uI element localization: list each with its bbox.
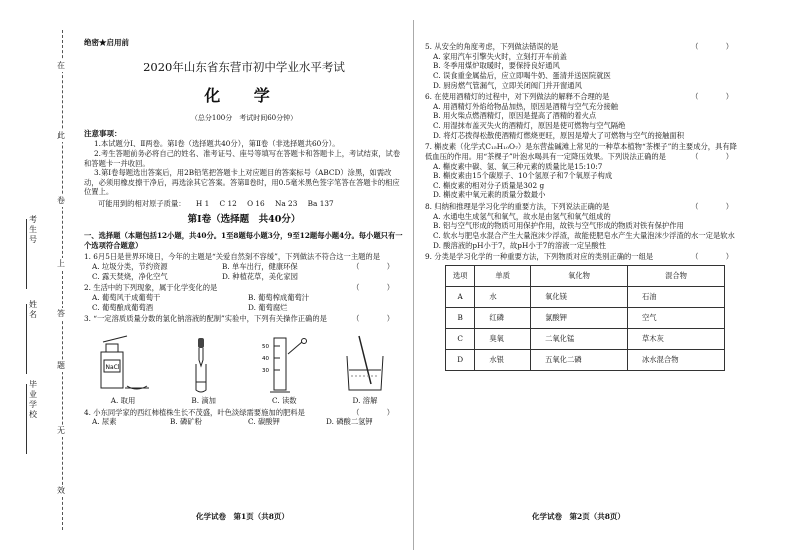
- option-c: C. 软水与肥皂水混合产生大量泡沫少浮渣，故能使肥皂水产生大量泡沫少浮渣的水一定是软水: [433, 230, 735, 240]
- table-cell: 石油: [628, 286, 725, 307]
- page-1: [84, 38, 404, 427]
- option-d: D. 葡萄腐烂: [248, 302, 288, 312]
- notice-item: 1.本试题分Ⅰ、Ⅱ两卷。第Ⅰ卷（选择题共40分），第Ⅱ卷（非选择题共60分）。: [94, 139, 340, 149]
- question-stem: 1. 6月5日是世界环境日，今年的主题是“关爱自然刻不容缓”，下列做法不符合这一主题的是: [84, 252, 381, 262]
- question-stem: 5. 从安全的角度考虑，下列做法错误的是: [425, 42, 559, 51]
- table-cell: 空气: [628, 307, 725, 328]
- table-header: 单质: [475, 265, 531, 286]
- option-a: A. 槲皮素中碳、氢、氧三种元素的质量比是15:10:7: [433, 161, 603, 171]
- margin-mark: 此: [57, 131, 65, 140]
- beaker-stirring-icon: [335, 334, 395, 396]
- margin-mark: 无: [57, 426, 65, 435]
- question-5: [425, 42, 743, 90]
- field-school: 毕业学校: [26, 380, 38, 454]
- answer-paren: （ ）: [352, 407, 404, 417]
- option-a: A. 家用汽车引擎失火时，立刻打开车前盖: [433, 51, 567, 61]
- question-7: [425, 142, 743, 200]
- option-c: C. 用湿抹布盖灭失火的酒精灯，原因是使可燃物与空气隔绝: [433, 121, 626, 130]
- figure-caption: C. 读数: [272, 396, 297, 406]
- figure-c: [249, 334, 319, 406]
- graduated-cylinder-icon: [254, 334, 314, 396]
- page-1-footer: 化学试卷 第1页（共8页）: [196, 512, 289, 521]
- scale-30: 30: [262, 368, 270, 375]
- table-header: 氧化物: [531, 265, 628, 286]
- part-title: 第Ⅰ卷（选择题 共40分）: [187, 213, 301, 225]
- atoms-label: 可能用到的相对原子质量：: [98, 199, 186, 209]
- cut-line: [62, 30, 63, 530]
- lab-figures: [84, 326, 404, 406]
- option-a: A. 用酒精灯外焰给物品加热，原因是酒精与空气充分接触: [433, 101, 619, 111]
- option-c: C. 碳酸钾: [248, 417, 280, 427]
- answer-paren: （ ）: [691, 92, 743, 102]
- exam-title: 2020年山东省东营市初中学业水平考试: [143, 59, 345, 74]
- table-cell: C: [446, 328, 475, 349]
- answer-paren: （ ）: [691, 202, 743, 211]
- margin-mark: 答: [57, 309, 65, 318]
- answer-paren: （ ）: [352, 262, 404, 272]
- question-9: [425, 252, 743, 371]
- table-cell: 水: [475, 286, 531, 307]
- answer-paren: （ ）: [352, 314, 404, 324]
- atomic-masses: [98, 199, 404, 209]
- score-info: （总分100分 考试时间60分钟）: [190, 114, 298, 123]
- table-cell: 水银: [475, 349, 531, 370]
- answer-paren: （ ）: [691, 151, 743, 161]
- option-b: B. 槲皮素由15个碳原子、10个氢原子和7个氧原子构成: [433, 171, 613, 181]
- table-cell: 氧化镁: [531, 286, 628, 307]
- margin-mark: 题: [57, 361, 65, 370]
- scale-40: 40: [262, 356, 270, 363]
- option-b: B. 冬季用煤炉取暖时，要保持良好通风: [433, 61, 560, 71]
- binding-margin: [0, 0, 74, 560]
- question-stem: 3. “一定溶质质量分数的氯化钠溶液的配制”实验中，下列有关操作正确的是: [84, 314, 327, 324]
- question-stem: 8. 归纳和推理是学习化学的重要方法，下列说法正确的是: [425, 202, 610, 211]
- reagent-bottle-icon: [93, 334, 153, 396]
- option-a: A. 葡萄风干成葡萄干: [92, 292, 161, 302]
- table-header-row: [446, 265, 725, 286]
- table-row: [446, 328, 725, 349]
- figure-caption: A. 取用: [110, 396, 136, 406]
- question-4: [84, 408, 404, 427]
- question-8: [425, 202, 743, 250]
- table-row: [446, 307, 725, 328]
- notice-title: 注意事项：: [84, 129, 122, 139]
- option-c: C. 误食重金属盐后，应立即喝牛奶、蛋清并送医院就医: [433, 70, 611, 80]
- page-divider: [413, 20, 414, 550]
- answer-paren: （ ）: [691, 42, 743, 51]
- option-d: D. 将灯芯拨得松散使酒精灯燃烧更旺，原因是增大了可燃物与空气的接触面积: [433, 130, 685, 140]
- question-stem: 7. 槲皮素（化学式C₁₅H₁₀O₇）是东营盐碱滩上常见的一种草本植物“茶棵子”的主要成分，具有降低血压的作用。用“茶棵子”叶泡水喝具有一定降压效果。下列说法正确的是: [425, 142, 737, 161]
- option-d: D. 磷酸二氢钾: [326, 417, 373, 427]
- subject-title: 化 学: [204, 86, 284, 106]
- page-2-footer: 化学试卷 第2页（共8页）: [532, 512, 625, 521]
- option-d: D. 槲皮素中氧元素的质量分数最小: [433, 190, 546, 200]
- answer-paren: （ ）: [352, 283, 404, 293]
- dropper-tube-icon: [174, 334, 234, 396]
- question-3: [84, 314, 404, 406]
- field-exam-number: 考生号: [26, 215, 38, 289]
- question-stem: 2. 生活中的下列现象，属于化学变化的是: [84, 283, 218, 293]
- table-cell: A: [446, 286, 475, 307]
- option-b: B. 用火柴点燃酒精灯，原因是提高了酒精的着火点: [433, 111, 597, 121]
- table-row: [446, 349, 725, 370]
- question-6: [425, 92, 743, 140]
- question-stem: 9. 分类是学习化学的一种重要方法，下列物质对应的类别正确的一组是: [425, 252, 654, 262]
- option-b: B. 磷矿粉: [170, 417, 202, 427]
- classification-table: [445, 265, 725, 371]
- figure-a: [88, 334, 158, 406]
- bottle-label: NaCl: [105, 364, 120, 372]
- section-heading: 一、选择题（本题包括12小题，共40分。1至8题每小题3分，9至12题每小题4分。每小题只有一个选项符合题意）: [84, 231, 403, 250]
- figure-caption: B. 滴加: [191, 396, 216, 406]
- table-header: 选项: [446, 265, 475, 286]
- margin-mark: 在: [57, 61, 65, 70]
- page-2: [425, 40, 743, 371]
- option-b: B. 葡萄榨成葡萄汁: [248, 292, 310, 302]
- option-b: B. 铝与空气形成的物质可用保护作用，故铁与空气形成的物质对铁有保护作用: [433, 221, 684, 231]
- atom-mass: O 16: [247, 199, 265, 209]
- option-c: C. 葡萄酿成葡萄酒: [92, 302, 154, 312]
- table-cell: 氯酸钾: [531, 307, 628, 328]
- margin-mark: 效: [57, 486, 65, 495]
- figure-d: [330, 334, 400, 406]
- option-a: A. 垃圾分类，节约资源: [92, 262, 168, 272]
- answer-paren: （ ）: [691, 252, 743, 262]
- table-cell: 冰水混合物: [628, 349, 725, 370]
- table-header: 混合物: [628, 265, 725, 286]
- figure-b: [169, 334, 239, 406]
- notice-item: 2.考生答题前务必将自己的姓名、准考证号、座号等填写在答题卡和答题卡上，考试结束，试卷和答题卡一并收回。: [84, 148, 401, 168]
- question-stem: 4. 小东同学家的西红柿植株生长不茂盛，叶色淡绿需要施加的肥料是: [84, 407, 305, 417]
- table-cell: 草木灰: [628, 328, 725, 349]
- margin-mark: 卷: [57, 196, 65, 205]
- option-d: D. 厨房燃气管漏气，立即关闭阀门并开窗通风: [433, 80, 582, 90]
- table-cell: 五氧化二磷: [531, 349, 628, 370]
- option-b: B. 单车出行，健康环保: [222, 262, 298, 272]
- margin-mark: 上: [57, 259, 65, 268]
- atom-mass: C 12: [219, 199, 237, 209]
- option-a: A. 尿素: [92, 417, 117, 427]
- option-c: C. 露天焚烧，净化空气: [92, 271, 168, 281]
- table-cell: 臭氧: [475, 328, 531, 349]
- option-c: C. 槲皮素的相对分子质量是302 g: [433, 180, 545, 190]
- option-d: D. 酸溶液的pH小于7，故pH小于7的溶液一定呈酸性: [433, 240, 606, 250]
- option-d: D. 种植花草，美化家园: [222, 271, 298, 281]
- table-row: [446, 286, 725, 307]
- table-cell: B: [446, 307, 475, 328]
- question-stem: 6. 在使用酒精灯的过程中，对下列做法的解释不合理的是: [425, 92, 610, 102]
- atom-mass: Ba 137: [307, 199, 334, 209]
- atom-mass: H 1: [195, 199, 210, 209]
- table-cell: 红磷: [475, 307, 531, 328]
- secret-label: 绝密★启用前: [84, 38, 129, 47]
- option-a: A. 水通电生成氢气和氧气，故水是由氢气和氧气组成的: [433, 211, 611, 221]
- table-cell: D: [446, 349, 475, 370]
- question-1: [84, 252, 404, 281]
- notice-item: 3.第Ⅰ卷每题选出答案后，用2B铅笔把答题卡上对应题目的答案标号（ABCD）涂黑，如需改动，必须用橡皮擦干净后，再选涂其它答案。答第Ⅱ卷时，用0.5毫米黑色签字笔答在答题卡的相应位置上。: [84, 168, 400, 197]
- table-cell: 二氧化锰: [531, 328, 628, 349]
- scale-50: 50: [262, 344, 270, 351]
- question-2: [84, 283, 404, 312]
- atom-mass: Na 23: [275, 199, 298, 209]
- figure-caption: D. 溶解: [352, 396, 378, 406]
- field-name: 姓名: [26, 300, 38, 374]
